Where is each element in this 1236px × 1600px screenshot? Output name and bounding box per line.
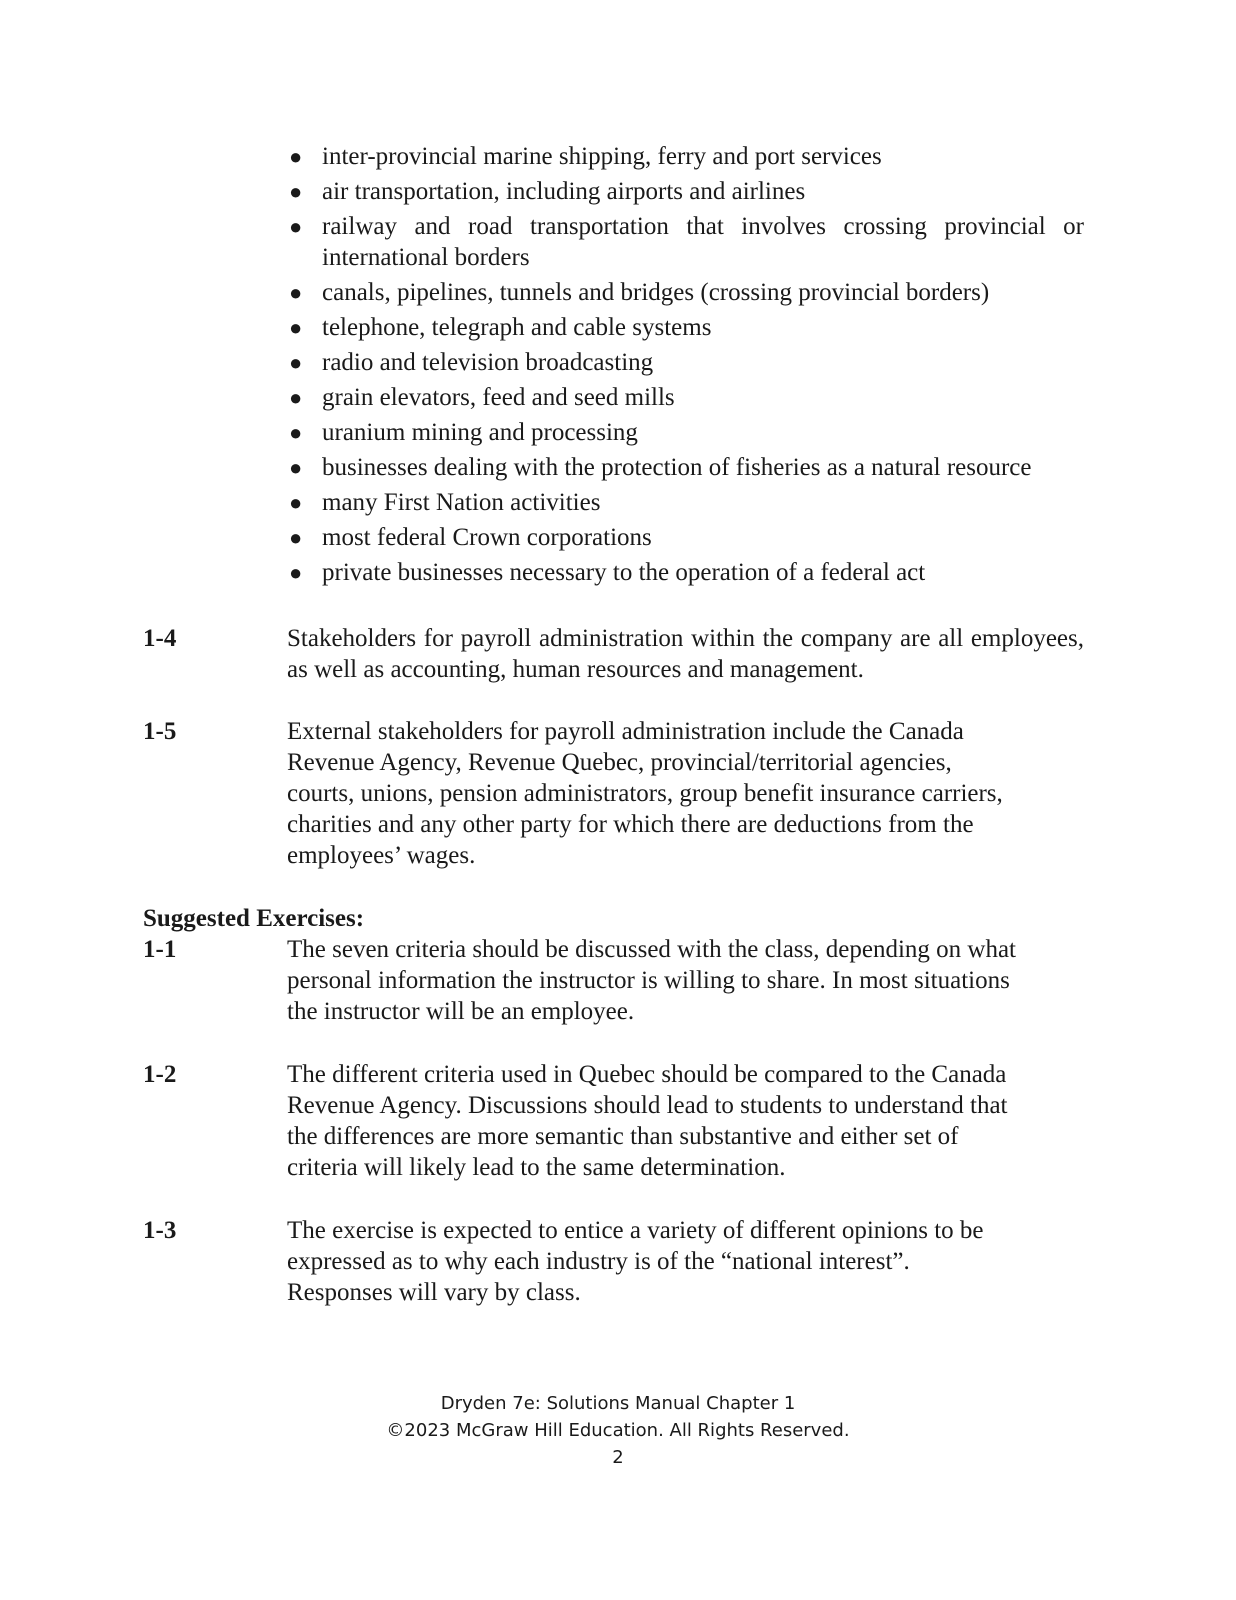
list-item: ● businesses dealing with the protection of fisheries as a natural resource (289, 454, 1032, 481)
exercise-number: 1-2 (143, 1061, 177, 1088)
bullet-icon: ● (289, 350, 303, 375)
bullet-icon: ● (289, 490, 303, 515)
bullet-icon: ● (289, 214, 303, 239)
section-heading: Suggested Exercises: (143, 905, 365, 932)
list-item: ● grain elevators, feed and seed mills (289, 384, 675, 411)
exercise-text: The different criteria used in Quebec should be compared to the Canada Revenue Agency. Discussions should lead to students to understand that the differences are more semantic than substantive and either set of criteria will likely lead to the same determination. (287, 1061, 1008, 1181)
exercise-number: 1-3 (143, 1217, 177, 1244)
list-item: ● telephone, telegraph and cable systems (289, 314, 712, 341)
list-item: ● air transportation, including airports and airlines (289, 178, 806, 205)
exercise-number: 1-1 (143, 936, 177, 963)
exercise-text: The exercise is expected to entice a variety of different opinions to be expressed as to why each industry is of the “national interest”. Responses will vary by class. (287, 1217, 984, 1306)
list-item: ● most federal Crown corporations (289, 524, 652, 551)
bullet-icon: ● (289, 525, 303, 550)
bullet-icon: ● (289, 420, 303, 445)
bullet-icon: ● (289, 560, 303, 585)
footer-title: Dryden 7e: Solutions Manual Chapter 1 (440, 1393, 796, 1414)
answer-text: External stakeholders for payroll administration include the Canada Revenue Agency, Revenue Quebec, provincial/territorial agencies, courts, unions, pension administrators, group benefit insurance carriers, charities and any other party for which there are deductions from the employees’ wages. (287, 718, 1003, 869)
list-item: ● many First Nation activities (289, 489, 601, 516)
bullet-icon: ● (289, 385, 303, 410)
list-item: ● uranium mining and processing (289, 419, 638, 446)
bullet-icon: ● (289, 280, 303, 305)
list-item: ● railway and road transportation that involves crossing provincial or international borders (289, 213, 1084, 271)
page-footer (0, 1390, 1236, 1471)
bullet-icon: ● (289, 455, 303, 480)
list-item: ● inter-provincial marine shipping, ferry and port services (289, 143, 882, 170)
list-item: ● radio and television broadcasting (289, 349, 654, 376)
footer-copyright: ©2023 McGraw Hill Education. All Rights Reserved. (386, 1420, 850, 1441)
list-item: ● private businesses necessary to the operation of a federal act (289, 559, 926, 586)
bullet-icon: ● (289, 179, 303, 204)
answer-text: Stakeholders for payroll administration within the company are all employees, as well as accounting, human resources and management. (287, 625, 1084, 683)
federal-jurisdiction-list (287, 141, 1084, 592)
answer-number: 1-4 (143, 625, 177, 652)
answer-number: 1-5 (143, 718, 177, 745)
bullet-icon: ● (289, 144, 303, 169)
bullet-icon: ● (289, 315, 303, 340)
page-number: 2 (612, 1447, 624, 1468)
exercise-text: The seven criteria should be discussed with the class, depending on what personal information the instructor is willing to share. In most situations the instructor will be an employee. (287, 936, 1016, 1025)
list-item: ● canals, pipelines, tunnels and bridges (crossing provincial borders) (289, 279, 990, 306)
